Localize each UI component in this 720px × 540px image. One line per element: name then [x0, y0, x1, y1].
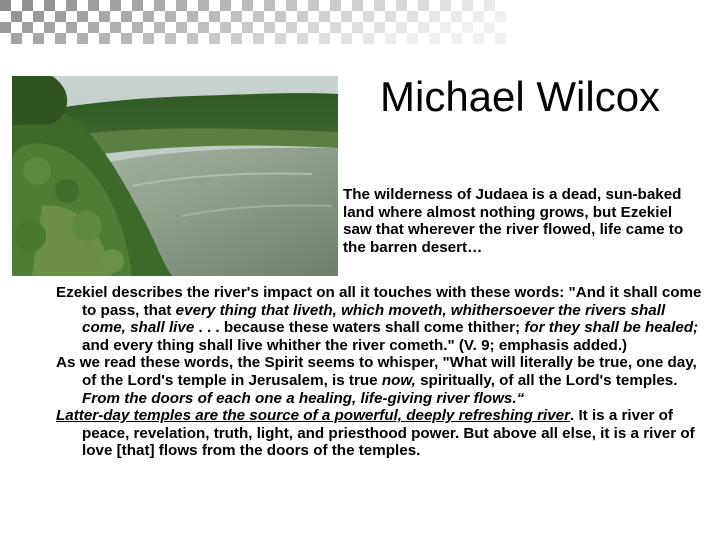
checker-square [297, 33, 308, 44]
checker-square [253, 11, 264, 22]
checker-square [121, 33, 132, 44]
checker-square [319, 33, 330, 44]
checker-square [176, 22, 187, 33]
checker-square [88, 0, 99, 11]
checker-square [176, 0, 187, 11]
checker-square [11, 33, 22, 44]
text-segment: every thing that liveth, which moveth, whithersoever the rivers shall come, shall live [82, 301, 666, 337]
checker-square [429, 11, 440, 22]
checker-square [55, 11, 66, 22]
checker-square [341, 33, 352, 44]
paragraph-latter-day-temples [56, 407, 712, 460]
checker-square [209, 33, 220, 44]
text-segment: As we read these words, the Spirit seems to whisper, "What will literally be true, one day, of the Lord's temple in Jerusalem, is true [56, 354, 697, 389]
checker-square [209, 11, 220, 22]
checker-square [165, 11, 176, 22]
checker-square [33, 11, 44, 22]
checker-square [110, 0, 121, 11]
checker-square [286, 0, 297, 11]
checker-square [77, 33, 88, 44]
text-segment: From the doors of each one a healing, life-giving river flows.“ [82, 389, 525, 407]
checker-square [297, 11, 308, 22]
checker-square [330, 0, 341, 11]
checker-square [66, 22, 77, 33]
checker-square [418, 0, 429, 11]
checker-square [0, 0, 11, 11]
checker-square [143, 33, 154, 44]
checker-square [418, 22, 429, 33]
checker-square [165, 33, 176, 44]
checker-square [451, 33, 462, 44]
text-segment: for they shall be healed; [524, 319, 699, 337]
checker-square [473, 33, 484, 44]
checker-square [451, 11, 462, 22]
checker-square [385, 11, 396, 22]
checker-square [187, 33, 198, 44]
checker-pattern-decoration [0, 0, 720, 44]
checker-square [275, 33, 286, 44]
text-segment: and every thing shall live whither the river cometh." (V. 9; emphasis added.) [82, 336, 628, 354]
checker-square [220, 0, 231, 11]
checker-square [308, 22, 319, 33]
checker-square [132, 0, 143, 11]
checker-square [11, 11, 22, 22]
checker-square [231, 33, 242, 44]
checker-square [253, 33, 264, 44]
text-segment: Ezekiel describes the river's impact on all it touches with these words: "And it shall come to pass, that [56, 284, 702, 319]
checker-square [231, 11, 242, 22]
checker-square [264, 22, 275, 33]
checker-square [88, 22, 99, 33]
checker-square [198, 0, 209, 11]
checker-square [374, 22, 385, 33]
checker-square [132, 22, 143, 33]
checker-square [22, 22, 33, 33]
checker-square [363, 33, 374, 44]
checker-square [286, 22, 297, 33]
river-photo [12, 76, 338, 276]
checker-square [55, 33, 66, 44]
checker-square [308, 0, 319, 11]
text-segment: now, [381, 371, 416, 389]
checker-square [407, 33, 418, 44]
checker-square [495, 11, 506, 22]
slide-title: Michael Wilcox [380, 73, 661, 120]
checker-square [473, 11, 484, 22]
checker-square [66, 0, 77, 11]
text-segment: . It is a river of peace, revelation, truth, light, and priesthood power. But above all else, it is a river of love [that] flows from the doors of the temples. [82, 407, 695, 460]
text-segment: spiritually, of all the Lord's temples. [415, 371, 678, 389]
checker-square [330, 22, 341, 33]
paragraph-ezekiel-quote [56, 284, 712, 354]
checker-square [484, 22, 495, 33]
checker-square [429, 33, 440, 44]
paragraph-spirit-whisper [56, 354, 712, 407]
checker-square [495, 33, 506, 44]
checker-square [352, 0, 363, 11]
intro-paragraph: The wilderness of Judaea is a dead, sun-baked land where almost nothing grows, but Ezekiel saw that wherever the river flowed, life came to the barren desert… [343, 186, 684, 256]
checker-square [264, 0, 275, 11]
checker-square [121, 11, 132, 22]
checker-square [198, 22, 209, 33]
text-segment: Latter-day temples are the source of a powerful, deeply refreshing river [56, 407, 571, 425]
checker-square [22, 0, 33, 11]
checker-square [154, 22, 165, 33]
checker-square [352, 22, 363, 33]
checker-square [110, 22, 121, 33]
text-segment: . . . because these waters shall come thither; [194, 319, 525, 337]
checker-square [396, 0, 407, 11]
checker-square [462, 0, 473, 11]
river-landscape-icon [12, 76, 338, 276]
body-text [56, 284, 712, 460]
checker-square [220, 22, 231, 33]
checker-square [484, 0, 495, 11]
checker-square [440, 0, 451, 11]
checker-square [99, 11, 110, 22]
checker-square [319, 11, 330, 22]
checker-square [275, 11, 286, 22]
checker-square [385, 33, 396, 44]
checker-square [99, 33, 110, 44]
checker-square [462, 22, 473, 33]
checker-square [242, 22, 253, 33]
checker-square [77, 11, 88, 22]
checker-square [187, 11, 198, 22]
checker-square [374, 0, 385, 11]
checker-square [407, 11, 418, 22]
checker-square [44, 22, 55, 33]
checker-square [33, 33, 44, 44]
checker-square [154, 0, 165, 11]
checker-square [242, 0, 253, 11]
checker-square [44, 0, 55, 11]
checker-square [341, 11, 352, 22]
checker-square [440, 22, 451, 33]
checker-square [0, 22, 11, 33]
checker-square [396, 22, 407, 33]
checker-square [143, 11, 154, 22]
checker-square [363, 11, 374, 22]
